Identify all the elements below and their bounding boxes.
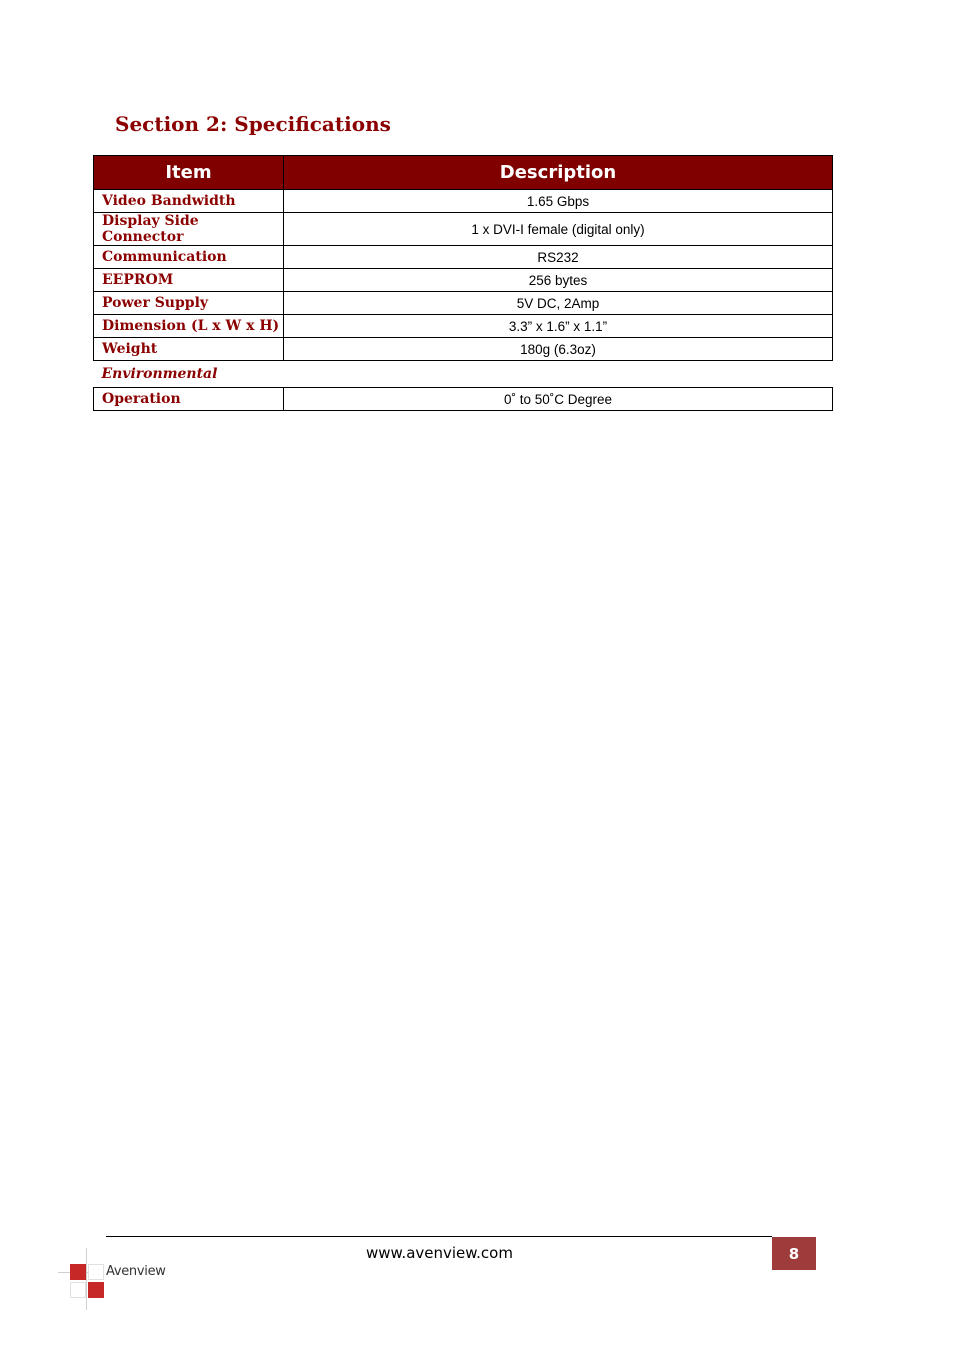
- row-value: 0˚ to 50˚C Degree: [284, 388, 833, 411]
- logo-square-red: [70, 1264, 86, 1280]
- row-label: Power Supply: [94, 292, 284, 315]
- row-value: 1.65 Gbps: [284, 190, 833, 213]
- logo-square-white: [88, 1264, 104, 1280]
- row-label: Communication: [94, 246, 284, 269]
- row-value: 1 x DVI-I female (digital only): [284, 213, 833, 246]
- table-row: [94, 338, 833, 361]
- section-title: Section 2: Specifications: [115, 112, 391, 136]
- logo-square-white: [70, 1282, 86, 1298]
- page-number: 8: [772, 1237, 816, 1270]
- row-value: 3.3” x 1.6” x 1.1”: [284, 315, 833, 338]
- footer-divider: [106, 1236, 772, 1237]
- table-row: [94, 388, 833, 411]
- row-label: Display Side Connector: [94, 213, 284, 246]
- row-label: Operation: [94, 388, 284, 411]
- table-row: [94, 213, 833, 246]
- group-row-environmental: [94, 361, 833, 388]
- row-label: Dimension (L x W x H): [94, 315, 284, 338]
- row-value: 180g (6.3oz): [284, 338, 833, 361]
- group-label: Environmental: [101, 366, 218, 382]
- footer-url: www.avenview.com: [366, 1244, 513, 1262]
- row-label: EEPROM: [94, 269, 284, 292]
- table-row: [94, 292, 833, 315]
- row-label: Weight: [94, 338, 284, 361]
- avenview-logo: [58, 1248, 188, 1318]
- row-value: 5V DC, 2Amp: [284, 292, 833, 315]
- header-item: Item: [94, 156, 284, 190]
- specifications-table: [93, 155, 833, 411]
- logo-brand-text: Avenview: [106, 1264, 166, 1279]
- table-row: [94, 246, 833, 269]
- logo-square-red: [88, 1282, 104, 1298]
- row-label: Video Bandwidth: [94, 190, 284, 213]
- row-value: 256 bytes: [284, 269, 833, 292]
- logo-grid-line: [86, 1248, 87, 1310]
- row-value: RS232: [284, 246, 833, 269]
- table-row: [94, 190, 833, 213]
- table-row: [94, 315, 833, 338]
- table-row: [94, 269, 833, 292]
- header-description: Description: [284, 156, 833, 190]
- table-header-row: [94, 156, 833, 190]
